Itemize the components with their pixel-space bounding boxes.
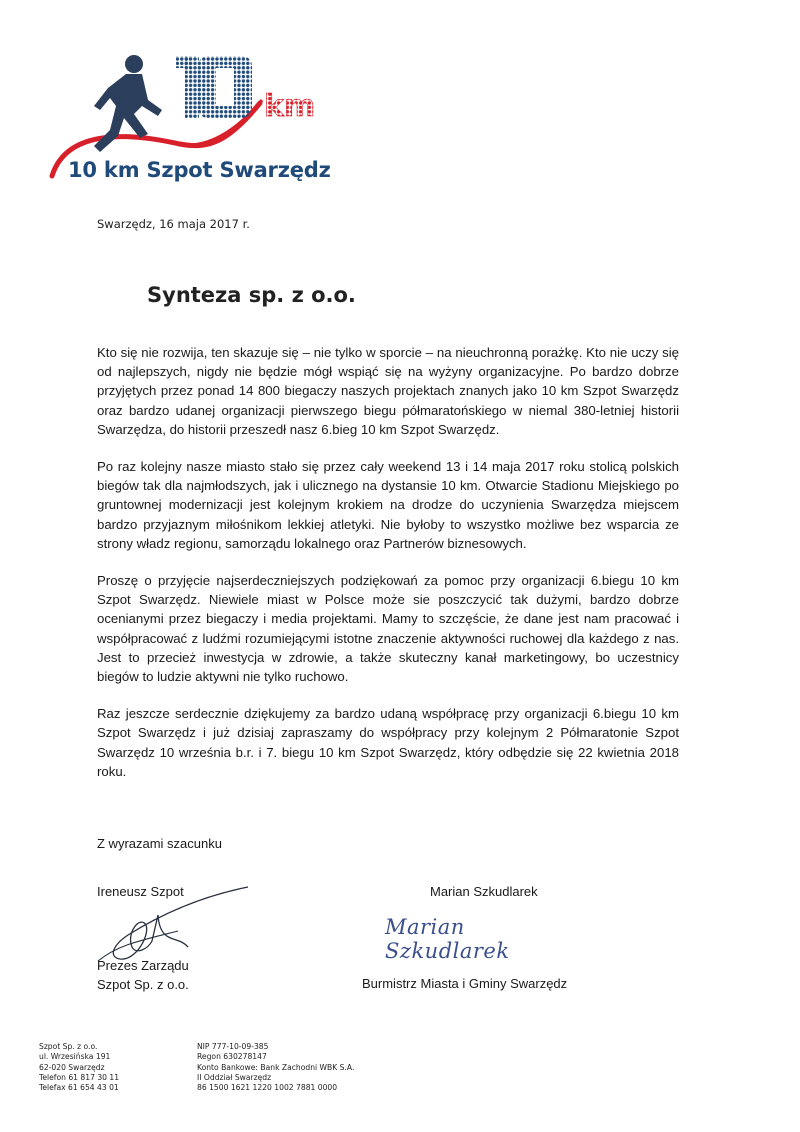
footer-bank-info xyxy=(197,1042,354,1093)
footer-line: Telefon 61 817 30 11 xyxy=(39,1072,120,1082)
footer-line: II Oddział Swarzędz xyxy=(197,1072,272,1082)
left-signer-name: Ireneusz Szpot xyxy=(97,884,184,899)
closing: Z wyrazami szacunku xyxy=(97,836,222,851)
footer-line: ul. Wrzesińska 191 xyxy=(39,1052,111,1062)
badge-10 xyxy=(176,56,252,118)
paragraph: Raz jeszcze serdecznie dziękujemy za bardzo udaną współpracę przy organizacji 6.biegu 10 km Szpot Swarzędz i już dzisiaj zapraszamy do współpracy przy kolejnym 2 Półmaratonie Szpot Swarzędz 10 września b.r. i 7. biegu 10 km Szpot Swarzędz, który odbędzie się 22 kwietnia 2018 roku. xyxy=(97,706,679,779)
footer-line: Konto Bankowe: Bank Zachodni WBK S.A. xyxy=(197,1062,355,1072)
left-signer-org: Szpot Sp. z o.o. xyxy=(97,977,189,992)
footer-company-info xyxy=(39,1042,119,1093)
paragraph: Kto się nie rozwija, ten skazuje się – nie tylko w sporcie – na nieuchronną porażkę. Kto nie uczy się od najlepszych, nigdy nie będzie mógł wspiąć się na wyżyny organizacyjne. Po bardzo dobrze przyjętych przez ponad 14 800 biegaczy naszych projektach znanych jako 10 km Szpot Swarzędz oraz bardzo udanej organizacji pierwszego biegu półmaratońskiego w niemal 380-letniej historii Swarzędza, do historii przeszedł nasz 6.bieg 10 km Szpot Swarzędz. xyxy=(97,345,679,437)
footer-line: 62-020 Swarzędz xyxy=(39,1062,105,1072)
left-signer-title: Prezes Zarządu xyxy=(97,958,189,973)
right-signer-name: Marian Szkudlarek xyxy=(430,884,538,899)
footer-line: 86 1500 1621 1220 1002 7881 0000 xyxy=(197,1083,338,1093)
paragraph: Po raz kolejny nasze miasto stało się przez cały weekend 13 i 14 maja 2017 roku stolicą polskich biegów tak dla najmłodszych, jak i ulicznego na dystansie 10 km. Otwarcie Stadionu Miejskiego po gruntownej modernizacji jest kolejnym krokiem na drodze do uczynienia Swarzędza miejscem bardzo przyjaznym miłośnikom lekkiej atletyki. Nie byłoby to wszystko możliwe bez wsparcia ze strony władz regionu, samorządu lokalnego oraz Partnerów biznesowych. xyxy=(97,459,679,551)
footer-line: NIP 777-10-09-385 xyxy=(197,1042,269,1051)
badge-unit: km xyxy=(264,89,316,124)
left-signer-block xyxy=(97,956,189,994)
footer-line: Telefax 61 654 43 01 xyxy=(39,1083,119,1093)
footer-line: Szpot Sp. z o.o. xyxy=(39,1042,98,1051)
signature-scribble xyxy=(88,875,258,965)
signature-handwritten: Marian Szkudlarek xyxy=(385,915,510,963)
addressee: Synteza sp. z o.o. xyxy=(147,283,356,307)
footer-line: Regon 630278147 xyxy=(197,1052,267,1062)
paragraph: Proszę o przyjęcie najserdeczniejszych podziękowań za pomoc przy organizacji 6.biegu 10 km Szpot Swarzędz. Niewiele miast w Polsce może sie poszczycić tak dużymi, bardzo dobrze ocenianymi przez biegaczy i media projektami. Mamy to szczęście, że dane jest nam pracować i współpracować z ludźmi rozumiejącymi istotne znaczenie aktywności ruchowej dla każdego z nas. Jest to przecież inwestycja w zdrowie, a także skuteczny kanał marketingowy, bo uczestnicy biegów to ludzie aktywni nie tylko ruchowo. xyxy=(97,573,679,685)
right-signer-title: Burmistrz Miasta i Gminy Swarzędz xyxy=(362,976,568,991)
brand-name: 10 km Szpot Swarzędz xyxy=(68,158,331,182)
letter-body xyxy=(97,343,679,799)
dateline: Swarzędz, 16 maja 2017 r. xyxy=(97,217,250,231)
